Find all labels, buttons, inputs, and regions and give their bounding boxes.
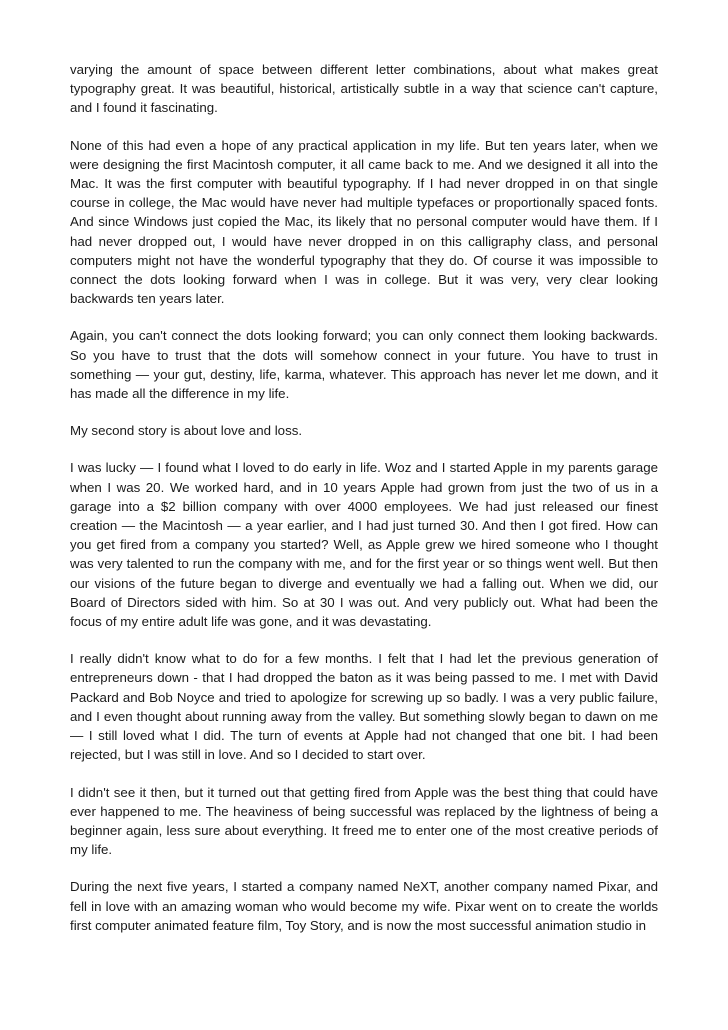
paragraph-macintosh: None of this had even a hope of any practical application in my life. But ten years later, when we were designing the first Macintosh computer, it all came back to me. And we designed it all into the Mac. It was the first computer with beautiful typography. If I had never dropped in on that single course in college, the Mac would have never had multiple typefaces or proportionally spaced fonts. And since Windows just copied the Mac, its likely that no personal computer would have them. If I had never dropped out, I would have never dropped in on this calligraphy class, and personal computers might not have the wonderful typography that they do. Of course it was impossible to connect the dots looking forward when I was in college. But it was very, very clear looking backwards ten years later. bbox=[70, 137, 658, 307]
paragraph-connect-dots: Again, you can't connect the dots looking forward; you can only connect them looking backwards. So you have to trust that the dots will somehow connect in your future. You have to trust in something — your gut, destiny, life, karma, whatever. This approach has never let me down, and it has made all the difference in my life. bbox=[70, 328, 658, 402]
paragraph-next-pixar: During the next five years, I started a company named NeXT, another company named Pixar, and fell in love with an amazing woman who would become my wife. Pixar went on to create the worlds first computer animated feature film, Toy Story, and is now the most successful animation studio in bbox=[70, 879, 658, 933]
paragraph-typography: varying the amount of space between different letter combinations, about what makes great typography great. It was beautiful, historical, artistically subtle in a way that science can't capture, and I found it fascinating. bbox=[70, 62, 658, 116]
document-page bbox=[70, 60, 658, 953]
paragraph-second-story: My second story is about love and loss. bbox=[70, 423, 303, 439]
paragraph-apple-founding: I was lucky — I found what I loved to do early in life. Woz and I started Apple in my parents garage when I was 20. We worked hard, and in 10 years Apple had grown from just the two of us in a garage into a $2 billion company with over 4000 employees. We had just released our finest creation — the Macintosh — a year earlier, and I had just turned 30. And then I got fired. How can you get fired from a company you started? Well, as Apple grew we hired someone who I thought was very talented to run the company with me, and for the first year or so things went well. But then our visions of the future began to diverge and eventually we had a falling out. When we did, our Board of Directors sided with him. So at 30 I was out. And very publicly out. What had been the focus of my entire adult life was gone, and it was devastating. bbox=[70, 460, 658, 630]
paragraph-fired-best-thing: I didn't see it then, but it turned out that getting fired from Apple was the best thing that could have ever happened to me. The heaviness of being successful was replaced by the lightness of being a beginner again, less sure about everything. It freed me to enter one of the most creative periods of my life. bbox=[70, 784, 658, 858]
paragraph-aftermath: I really didn't know what to do for a few months. I felt that I had let the previous generation of entrepreneurs down - that I had dropped the baton as it was being passed to me. I met with David Packard and Bob Noyce and tried to apologize for screwing up so badly. I was a very public failure, and I even thought about running away from the valley. But something slowly began to dawn on me — I still loved what I did. The turn of events at Apple had not changed that one bit. I had been rejected, but I was still in love. And so I decided to start over. bbox=[70, 651, 658, 763]
